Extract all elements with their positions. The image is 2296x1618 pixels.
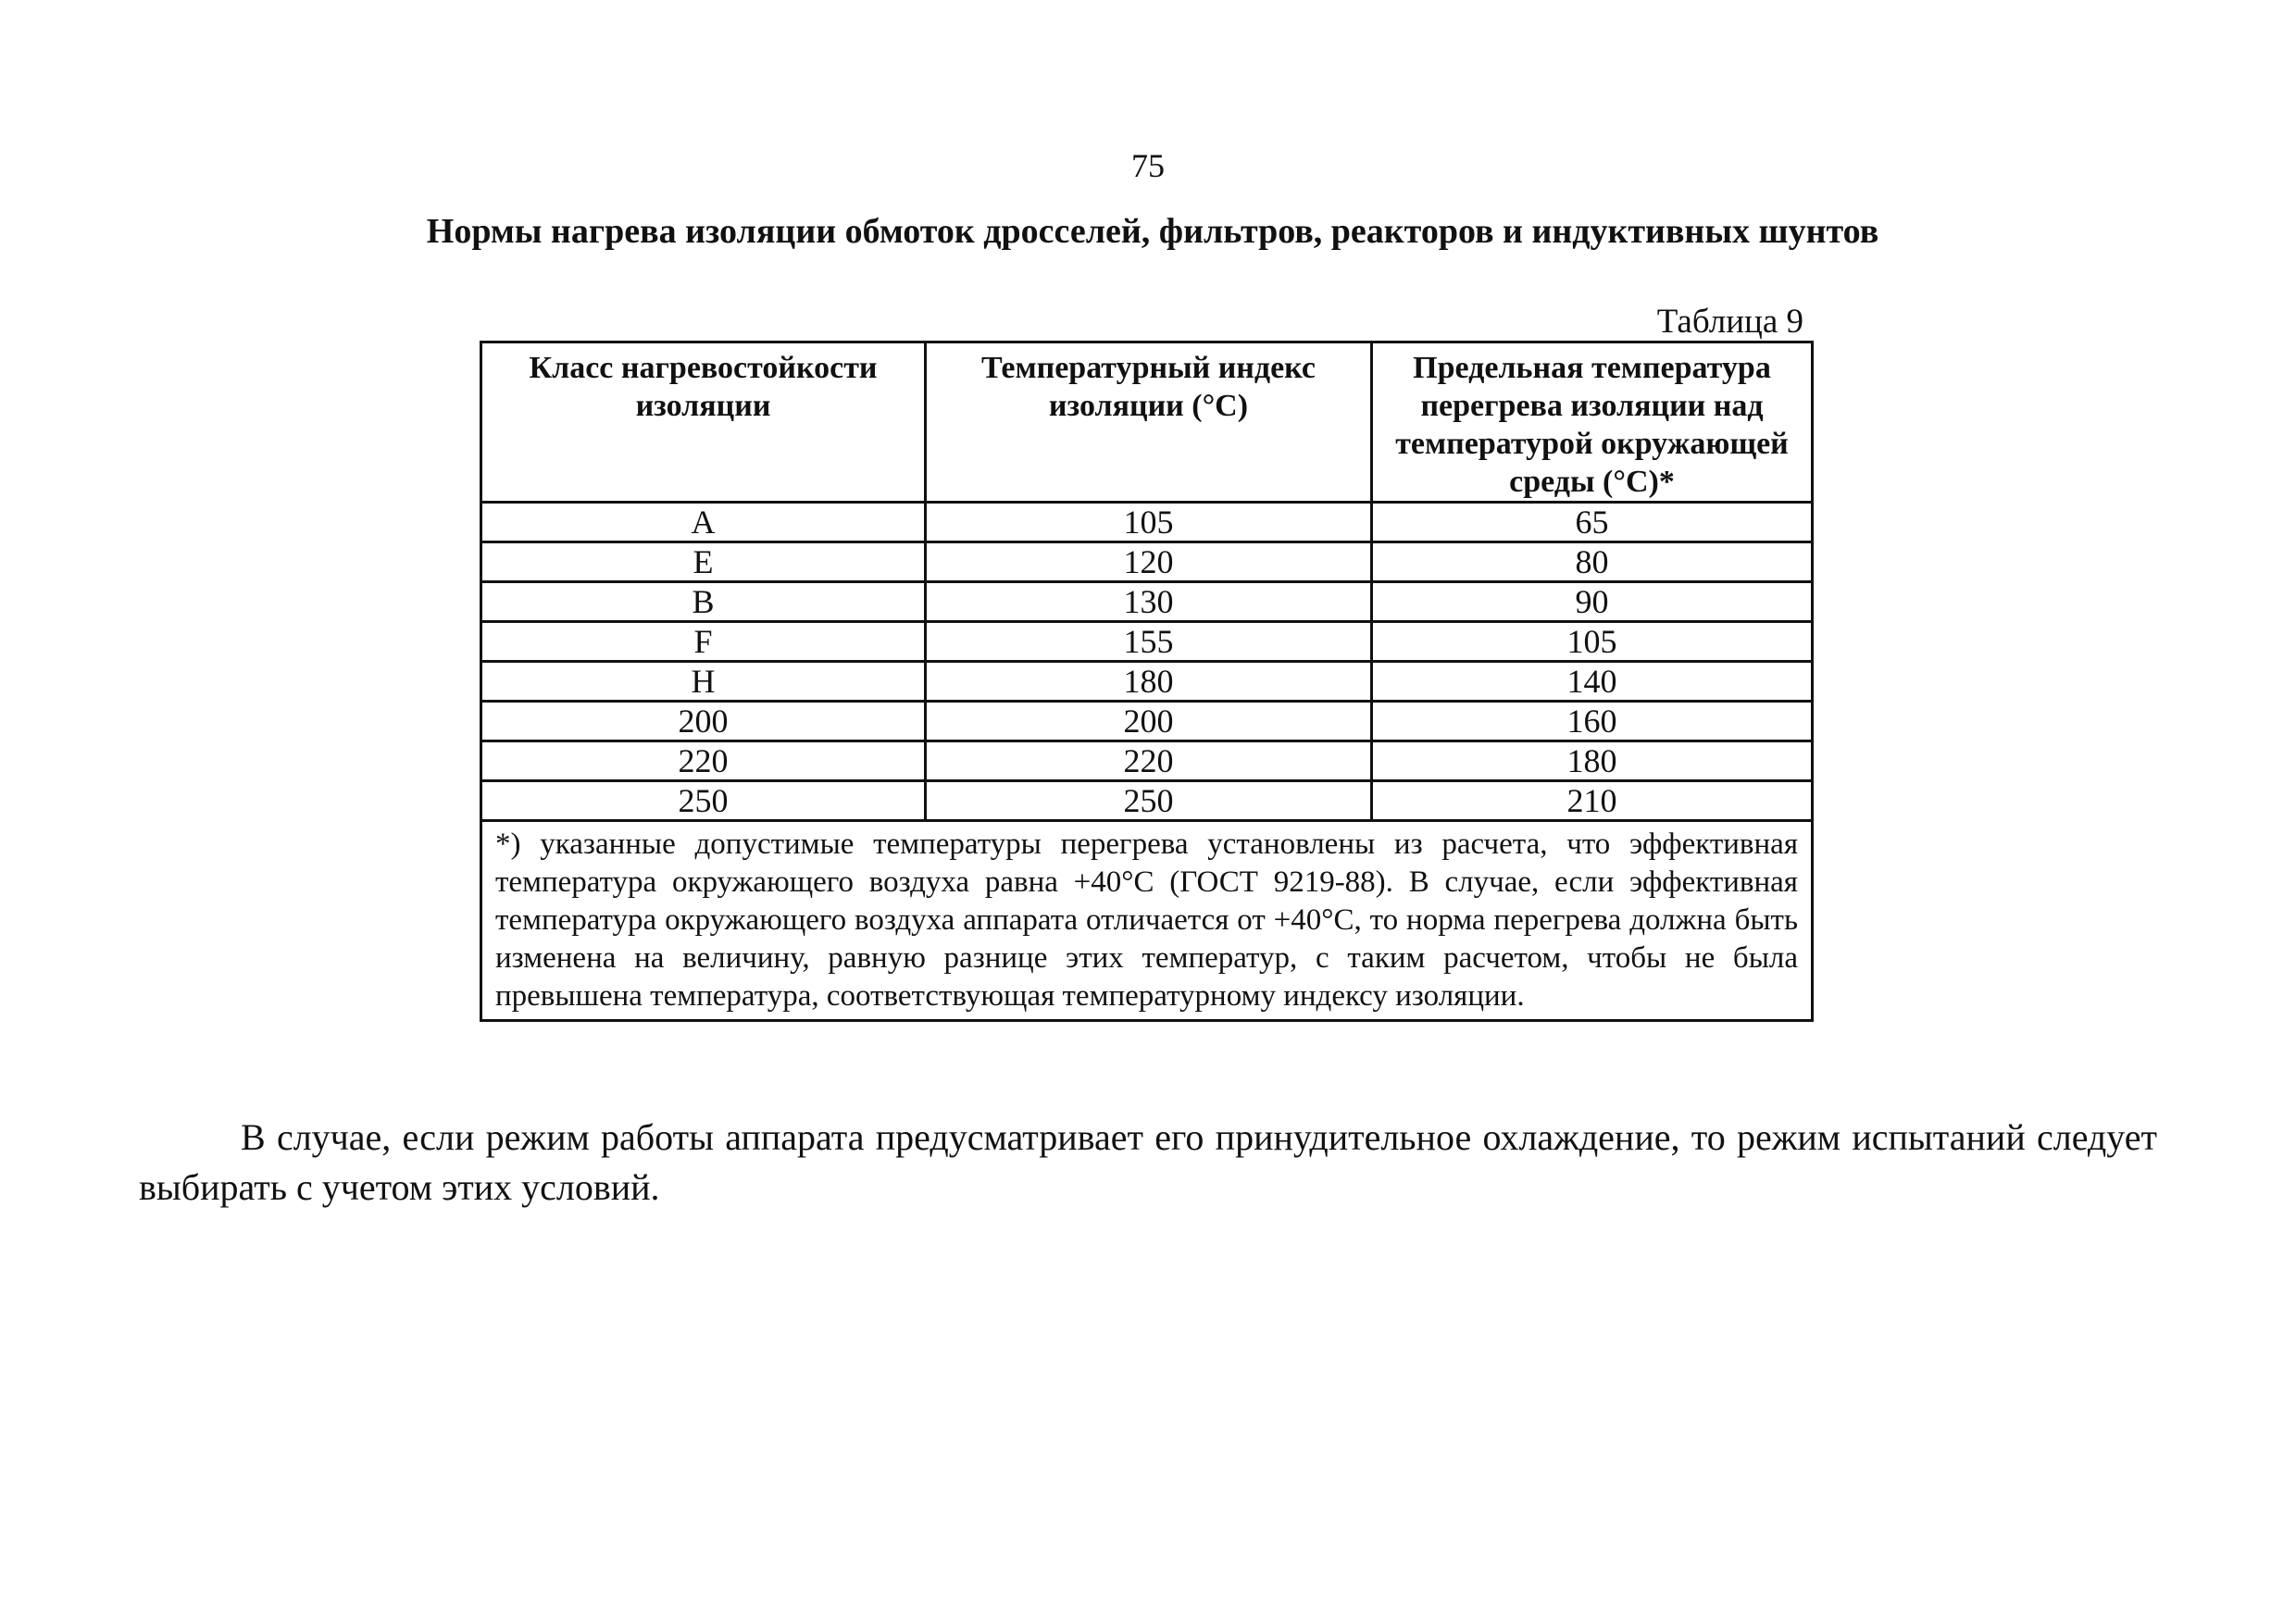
cell-index: 155 <box>926 622 1372 662</box>
cell-overheat: 80 <box>1372 542 1813 582</box>
document-title: Нормы нагрева изоляции обмоток дросселей, фильтров, реакторов и индуктивных шунтов <box>426 212 1879 251</box>
cell-index: 250 <box>926 781 1372 821</box>
body-paragraph: В случае, если режим работы аппарата предусматривает его принудительное охлаждение, то режим испытаний следует выбирать с учетом этих условий. <box>139 1116 2157 1208</box>
cell-index: 105 <box>926 503 1372 542</box>
cell-class: 250 <box>481 781 926 821</box>
table-footnote: *) указанные допустимые температуры перегрева установлены из расчета, что эффективная температура окружающего воздуха равна +40°С (ГОСТ 9219-88). В случае, если эффективная температура окружающего воздуха аппарата отличается от +40°С, то норма перегрева должна быть изменена на величину, равную разнице этих температур, с таким расчетом, чтобы не была превышена температура, соответствующая температурному индексу изоляции. <box>481 821 1813 1021</box>
cell-index: 200 <box>926 702 1372 741</box>
table-row <box>481 741 1813 781</box>
table-footnote-row <box>481 821 1813 1021</box>
cell-overheat: 140 <box>1372 662 1813 702</box>
cell-class: А <box>481 503 926 542</box>
cell-index: 180 <box>926 662 1372 702</box>
table-row <box>481 702 1813 741</box>
heating-norms-table <box>480 341 1814 1022</box>
cell-index: 220 <box>926 741 1372 781</box>
cell-class: В <box>481 582 926 622</box>
cell-class: 200 <box>481 702 926 741</box>
table-header-row <box>481 342 1813 503</box>
header-temperature-index: Температурный индекс изоляции (°С) <box>926 342 1372 503</box>
table-row <box>481 542 1813 582</box>
cell-overheat: 105 <box>1372 622 1813 662</box>
cell-class: F <box>481 622 926 662</box>
cell-overheat: 210 <box>1372 781 1813 821</box>
cell-index: 130 <box>926 582 1372 622</box>
cell-overheat: 90 <box>1372 582 1813 622</box>
header-max-overheat: Предельная температура перегрева изоляции над температурой окружающей среды (°С)* <box>1372 342 1813 503</box>
cell-class: Н <box>481 662 926 702</box>
table-row <box>481 582 1813 622</box>
cell-index: 120 <box>926 542 1372 582</box>
table-row <box>481 503 1813 542</box>
cell-overheat: 160 <box>1372 702 1813 741</box>
header-insulation-class: Класс нагревостойкости изоляции <box>481 342 926 503</box>
table-row <box>481 622 1813 662</box>
cell-overheat: 180 <box>1372 741 1813 781</box>
page-number: 75 <box>1131 147 1165 184</box>
cell-class: 220 <box>481 741 926 781</box>
table-caption: Таблица 9 <box>1656 303 1803 341</box>
table-row <box>481 662 1813 702</box>
cell-overheat: 65 <box>1372 503 1813 542</box>
cell-class: Е <box>481 542 926 582</box>
table-row <box>481 781 1813 821</box>
